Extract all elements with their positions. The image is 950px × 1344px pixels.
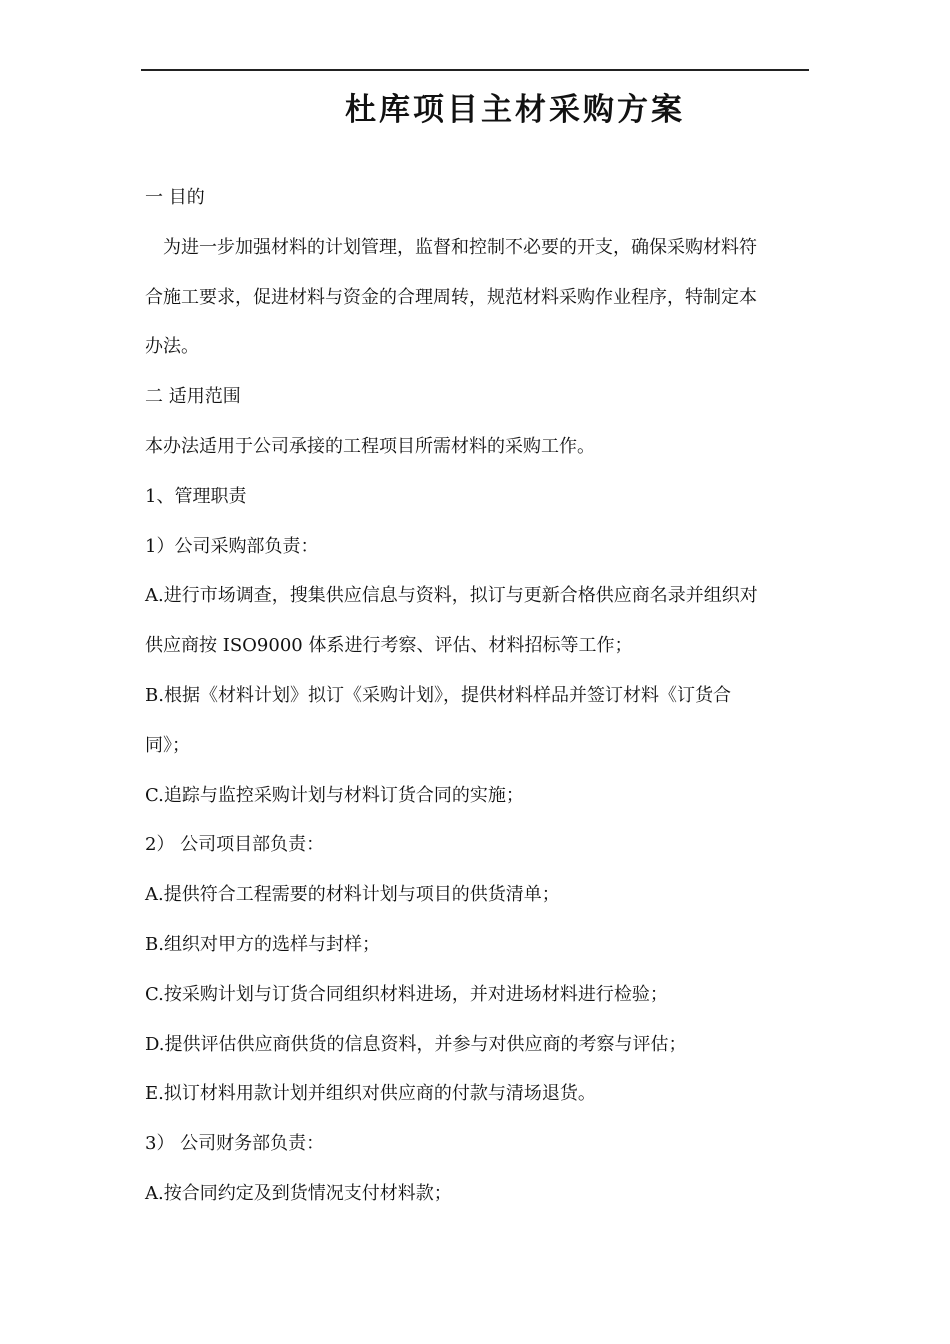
document-body bbox=[145, 180, 810, 1226]
list-item: A.按合同约定及到货情况支付材料款； bbox=[145, 1182, 452, 1204]
list-heading: 2） 公司项目部负责： bbox=[145, 834, 325, 856]
subsection-heading: 1、管理职责 bbox=[145, 485, 247, 507]
list-item: B.根据《材料计划》拟订《采购计划》，提供材料样品并签订材料《订货合 bbox=[145, 684, 731, 706]
paragraph-line: 办法。 bbox=[145, 336, 199, 358]
section-heading-scope: 二 适用范围 bbox=[145, 386, 241, 408]
list-item: E.拟订材料用款计划并组织对供应商的付款与清场退货。 bbox=[145, 1083, 596, 1105]
page-title: 杜库项目主材采购方案 bbox=[345, 92, 685, 128]
list-item-continued: 同》； bbox=[145, 734, 190, 756]
list-item: C.按采购计划与订货合同组织材料进场，并对进场材料进行检验； bbox=[145, 983, 668, 1005]
paragraph-line: 合施工要求，促进材料与资金的合理周转，规范材料采购作业程序，特制定本 bbox=[145, 286, 757, 308]
list-item-continued: 供应商按 ISO9000 体系进行考察、评估、材料招标等工作； bbox=[145, 635, 633, 657]
section-heading-purpose: 一 目的 bbox=[145, 187, 205, 208]
list-item: A.进行市场调查，搜集供应信息与资料，拟订与更新合格供应商名录并组织对 bbox=[145, 585, 758, 607]
list-item: D.提供评估供应商供货的信息资料，并参与对供应商的考察与评估； bbox=[145, 1033, 687, 1055]
list-heading: 1）公司采购部负责： bbox=[145, 535, 319, 557]
list-heading: 3） 公司财务部负责： bbox=[145, 1133, 325, 1155]
list-item: B.组织对甲方的选样与封样； bbox=[145, 933, 380, 955]
list-item: C.追踪与监控采购计划与材料订货合同的实施； bbox=[145, 784, 524, 806]
paragraph-line: 为进一步加强材料的计划管理，监督和控制不必要的开支，确保采购材料符 bbox=[163, 236, 757, 258]
header-rule bbox=[141, 69, 809, 71]
paragraph-line: 本办法适用于公司承接的工程项目所需材料的采购工作。 bbox=[145, 435, 595, 457]
list-item: A.提供符合工程需要的材料计划与项目的供货清单； bbox=[145, 884, 560, 906]
